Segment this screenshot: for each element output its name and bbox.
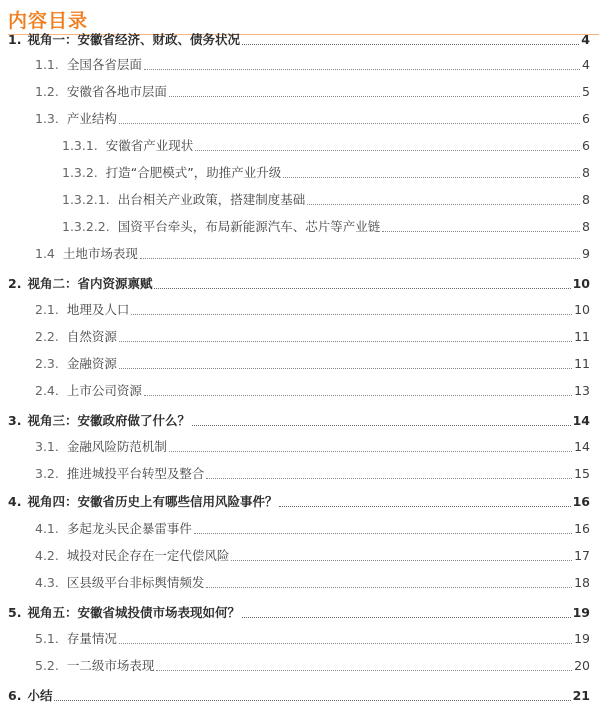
toc-entry[interactable] [8, 32, 590, 48]
toc-entry-page-number: 18 [574, 575, 590, 590]
toc-entry-number: 1.3.2.1. [62, 192, 110, 207]
dot-leader [169, 96, 580, 97]
toc-entry-number: 6. [8, 688, 22, 703]
toc-entry[interactable] [35, 548, 590, 564]
toc-entry-text: 推进城投平台转型及整合 [66, 466, 205, 481]
toc-entry-page-number: 16 [574, 521, 590, 536]
toc-entry-page-number: 16 [572, 494, 590, 509]
toc-entry-text: 地理及人口 [66, 302, 130, 317]
toc-entry-number: 5. [8, 605, 22, 620]
dot-leader [131, 314, 572, 315]
toc-entry-number: 1.3. [35, 111, 59, 126]
toc-entry[interactable] [35, 466, 590, 482]
toc-entry[interactable] [8, 413, 590, 429]
toc-entry[interactable] [35, 356, 590, 372]
toc-entry-text: 产业结构 [66, 111, 117, 126]
toc-entry-page-number: 4 [582, 57, 590, 72]
toc-entry[interactable] [35, 302, 590, 318]
toc-entry[interactable] [35, 57, 590, 73]
toc-entry-number: 3.1. [35, 439, 59, 454]
toc-entry[interactable] [35, 84, 590, 100]
dot-leader [206, 587, 572, 588]
dot-leader [144, 69, 580, 70]
toc-entry-number: 2.3. [35, 356, 59, 371]
toc-entry-page-number: 11 [574, 329, 590, 344]
dot-leader [156, 670, 572, 671]
toc-entry-text: 视角一：安徽省经济、财政、债务状况 [27, 32, 240, 47]
dot-leader [154, 288, 570, 289]
toc-entry-page-number: 19 [574, 631, 590, 646]
toc-entry-number: 4.2. [35, 548, 59, 563]
toc-entry-number: 3. [8, 413, 22, 428]
dot-leader [195, 150, 580, 151]
dot-leader [279, 506, 570, 507]
toc-entry[interactable] [62, 219, 590, 235]
toc-entry-text: 全国各省层面 [66, 57, 142, 72]
toc-entry[interactable] [35, 439, 590, 455]
toc-entry-number: 1. [8, 32, 22, 47]
dot-leader [382, 231, 580, 232]
toc-entry[interactable] [8, 494, 590, 510]
toc-entry[interactable] [35, 521, 590, 537]
dot-leader [144, 395, 572, 396]
toc-entry-text: 视角四：安徽省历史上有哪些信用风险事件？ [27, 494, 278, 509]
toc-entry-page-number: 10 [574, 302, 590, 317]
dot-leader [169, 451, 572, 452]
toc-entry-text: 金融风险防范机制 [66, 439, 167, 454]
toc-entry-number: 1.2. [35, 84, 59, 99]
toc-entry-text: 存量情况 [66, 631, 117, 646]
toc-entry[interactable] [62, 192, 590, 208]
toc-entry-text: 土地市场表现 [62, 246, 138, 261]
toc-entry[interactable] [8, 605, 590, 621]
toc-entry-page-number: 17 [574, 548, 590, 563]
toc-entry-number: 1.3.2.2. [62, 219, 110, 234]
toc-entry-text: 金融资源 [66, 356, 117, 371]
toc-entry-number: 3.2. [35, 466, 59, 481]
toc-entry-page-number: 20 [574, 658, 590, 673]
toc-entry-text: 多起龙头民企暴雷事件 [66, 521, 192, 536]
toc-entry[interactable] [62, 165, 590, 181]
toc-entry[interactable] [35, 329, 590, 345]
toc-entry-page-number: 14 [572, 413, 590, 428]
toc-entry-number: 1.1. [35, 57, 59, 72]
toc-entry-number: 4.1. [35, 521, 59, 536]
toc-entry-text: 视角三：安徽政府做了什么？ [27, 413, 190, 428]
toc-entry-number: 2. [8, 276, 22, 291]
toc-entry-page-number: 8 [582, 165, 590, 180]
dot-leader [119, 123, 580, 124]
dot-leader [54, 700, 570, 701]
toc-entry-text: 上市公司资源 [66, 383, 142, 398]
toc-entry-text: 一二级市场表现 [66, 658, 155, 673]
toc-entry-number: 2.1. [35, 302, 59, 317]
toc-entry-text: 出台相关产业政策，搭建制度基础 [117, 192, 306, 207]
toc-entry-text: 安徽省产业现状 [105, 138, 194, 153]
toc-entry-page-number: 11 [574, 356, 590, 371]
dot-leader [140, 258, 580, 259]
toc-entry-page-number: 10 [572, 276, 590, 291]
toc-entry-text: 国资平台牵头，布局新能源汽车、芯片等产业链 [117, 219, 381, 234]
toc-entry[interactable] [35, 631, 590, 647]
toc-entry-page-number: 4 [581, 32, 590, 47]
toc-entry-number: 1.4 [35, 246, 55, 261]
toc-entry-number: 5.1. [35, 631, 59, 646]
toc-entry-number: 4.3. [35, 575, 59, 590]
toc-entry-text: 视角五：安徽省城投债市场表现如何？ [27, 605, 240, 620]
toc-entry[interactable] [62, 138, 590, 154]
dot-leader [119, 643, 572, 644]
toc-entry[interactable] [35, 383, 590, 399]
dot-leader [242, 617, 571, 618]
toc-entry[interactable] [8, 688, 590, 704]
toc-entry[interactable] [35, 246, 590, 262]
dot-leader [283, 177, 580, 178]
toc-entry-text: 打造“合肥模式”，助推产业升级 [105, 165, 282, 180]
toc-entry-text: 小结 [27, 688, 53, 703]
toc-entry-page-number: 13 [574, 383, 590, 398]
toc-title: 内容目录 [8, 10, 89, 32]
toc-entry-number: 2.2. [35, 329, 59, 344]
toc-entry[interactable] [35, 575, 590, 591]
dot-leader [206, 478, 572, 479]
toc-entry-page-number: 8 [582, 192, 590, 207]
toc-entry-number: 4. [8, 494, 22, 509]
dot-leader [192, 425, 571, 426]
dot-leader [119, 341, 572, 342]
toc-entry-number: 5.2. [35, 658, 59, 673]
toc-entry-page-number: 5 [582, 84, 590, 99]
dot-leader [242, 44, 579, 45]
toc-entry-text: 区县级平台非标舆情频发 [66, 575, 205, 590]
toc-entry-page-number: 6 [582, 138, 590, 153]
toc-entry[interactable] [35, 658, 590, 674]
toc-entry-text: 视角二：省内资源禀赋 [27, 276, 153, 291]
toc-entry-number: 2.4. [35, 383, 59, 398]
dot-leader [231, 560, 572, 561]
toc-entry[interactable] [8, 276, 590, 292]
toc-entry-page-number: 15 [574, 466, 590, 481]
toc-entry-page-number: 19 [572, 605, 590, 620]
toc-entry-text: 城投对民企存在一定代偿风险 [66, 548, 230, 563]
dot-leader [119, 368, 572, 369]
toc-entry-text: 安徽省各地市层面 [66, 84, 167, 99]
toc-entry-page-number: 6 [582, 111, 590, 126]
toc-entry[interactable] [35, 111, 590, 127]
toc-entry-page-number: 9 [582, 246, 590, 261]
toc-entry-number: 1.3.2. [62, 165, 98, 180]
toc-entry-number: 1.3.1. [62, 138, 98, 153]
dot-leader [194, 533, 572, 534]
toc-entry-page-number: 8 [582, 219, 590, 234]
toc-entry-text: 自然资源 [66, 329, 117, 344]
toc-entry-page-number: 21 [572, 688, 590, 703]
dot-leader [307, 204, 580, 205]
toc-entry-page-number: 14 [574, 439, 590, 454]
